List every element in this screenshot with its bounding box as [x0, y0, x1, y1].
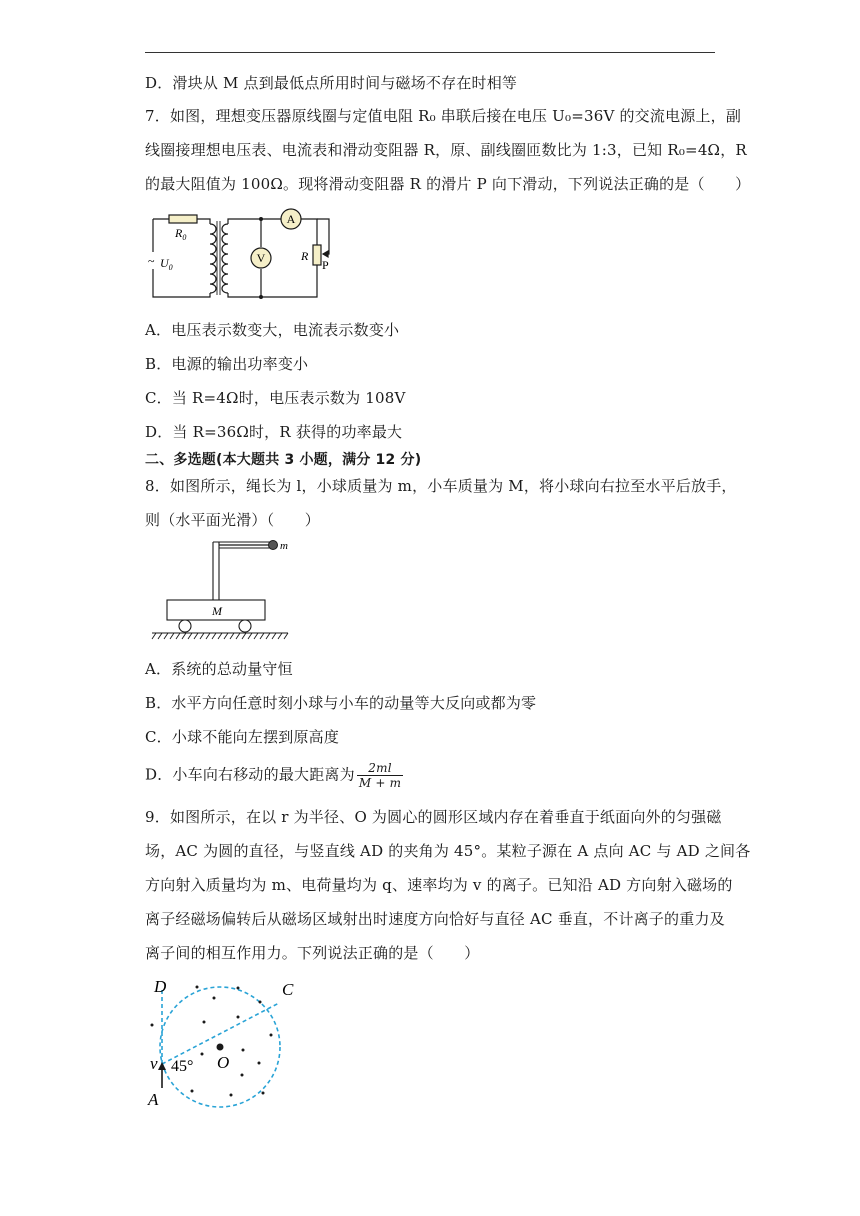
- point-d-label: D: [154, 977, 167, 996]
- q7-stem-line1: 7．如图，理想变压器原线圈与定值电阻 R₀ 串联后接在电压 U₀=36V 的交流电源上，副: [145, 107, 742, 125]
- q7-circuit-figure: [145, 207, 345, 302]
- q8-cart-figure: [150, 538, 295, 644]
- angle-label: 45°: [171, 1058, 194, 1075]
- q9-stem-line5: 离子间的相互作用力。下列说法正确的是（ ）: [145, 944, 480, 962]
- q8-option-b: B．水平方向任意时刻小球与小车的动量等大反向或都为零: [145, 694, 537, 712]
- q6-option-d: D．滑块从 M 点到最低点所用时间与磁场不存在时相等: [145, 74, 518, 92]
- q7-option-b: B．电源的输出功率变小: [145, 355, 309, 373]
- ac-symbol: ~: [148, 254, 155, 268]
- ball-mass-label: m: [280, 540, 288, 552]
- q8-option-c: C．小球不能向左摆到原高度: [145, 728, 340, 746]
- q9-stem-line3: 方向射入质量均为 m、电荷量均为 q、速率均为 v 的离子。已知沿 AD 方向射入磁场的: [145, 876, 733, 894]
- velocity-v-label: v: [150, 1054, 158, 1073]
- center-o-label: O: [217, 1053, 230, 1072]
- rheostat-label: R: [301, 249, 309, 263]
- q8-option-a: A．系统的总动量守恒: [145, 660, 293, 678]
- q8-option-d: D．小车向右移动的最大距离为 $\frac{2ml}{M + m}$: [145, 761, 402, 790]
- cart-mass-label: M: [212, 604, 222, 618]
- q8-stem-line2: 则（水平面光滑）（ ）: [145, 511, 320, 529]
- voltmeter-label: V: [256, 251, 266, 265]
- u0-label: $U_0$: [160, 256, 173, 272]
- q9-stem-line4: 离子经磁场偏转后从磁场区域射出时速度方向恰好与直径 AC 垂直，不计离子的重力及: [145, 910, 725, 928]
- q7-option-a: A．电压表示数变大，电流表示数变小: [145, 321, 400, 339]
- q9-magnetic-field-figure: [140, 972, 310, 1112]
- point-c-label: C: [282, 980, 294, 999]
- r0-label: $R_0$: [175, 226, 187, 242]
- q7-option-d: D．当 R=36Ω时，R 获得的功率最大: [145, 423, 403, 441]
- section-heading-multiple-choice: 二、多选题(本大题共 3 小题，满分 12 分): [145, 452, 422, 468]
- point-a-label: A: [148, 1090, 159, 1109]
- slider-label: P: [322, 258, 329, 272]
- q8-stem-line1: 8．如图所示，绳长为 l，小球质量为 m，小车质量为 M，将小球向右拉至水平后放手，: [145, 477, 737, 495]
- q7-option-c: C．当 R=4Ω时，电压表示数为 108V: [145, 389, 406, 407]
- max-distance-fraction: $\frac{2ml}{M + m}$: [358, 761, 402, 790]
- q7-stem-line2: 线圈接理想电压表、电流表和滑动变阻器 R，原、副线圈匝数比为 1:3，已知 R₀=4Ω，R: [145, 141, 747, 159]
- header-rule: [145, 52, 715, 53]
- q9-stem-line2: 场，AC 为圆的直径，与竖直线 AD 的夹角为 45°。某粒子源在 A 点向 AC 与 AD 之间各: [145, 842, 751, 860]
- q9-stem-line1: 9．如图所示，在以 r 为半径、O 为圆心的圆形区域内存在着垂直于纸面向外的匀强磁: [145, 808, 722, 826]
- q7-stem-line3: 的最大阻值为 100Ω。现将滑动变阻器 R 的滑片 P 向下滑动，下列说法正确的是（ ）: [145, 175, 751, 193]
- ammeter-label: A: [286, 212, 296, 226]
